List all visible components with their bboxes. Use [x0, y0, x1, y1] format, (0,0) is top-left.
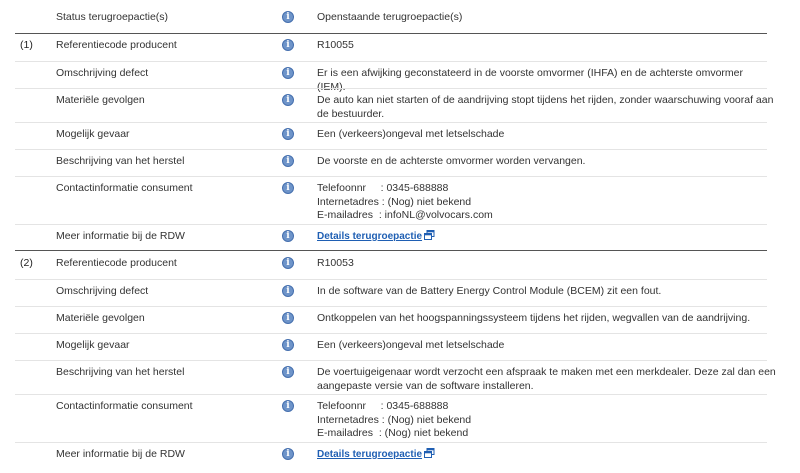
contact-phone: Telefoonnr : 0345-688888 — [317, 400, 449, 412]
defect-label: Omschrijving defect — [56, 285, 149, 297]
details-recall-link[interactable]: Details terugroepactie — [317, 449, 423, 460]
info-icon[interactable]: i — [282, 11, 294, 23]
row-divider — [15, 122, 767, 123]
repair-line: aangepaste versie van de software installeren. — [317, 379, 534, 392]
reference-label: Referentiecode producent — [56, 39, 177, 51]
info-icon[interactable]: i — [282, 257, 294, 269]
info-icon[interactable]: i — [282, 366, 294, 378]
recall-number: (2) — [20, 257, 33, 269]
section-divider — [15, 33, 767, 34]
info-icon[interactable]: i — [282, 285, 294, 297]
info-icon[interactable]: i — [282, 155, 294, 167]
material-line: de bestuurder. — [317, 107, 385, 120]
defect-value: In de software van de Battery Energy Control Module (BCEM) zit een fout. — [317, 285, 662, 297]
info-icon[interactable]: i — [282, 339, 294, 351]
repair-label: Beschrijving van het herstel — [56, 366, 185, 378]
material-label: Materiële gevolgen — [56, 312, 145, 324]
more-info-label: Meer informatie bij de RDW — [56, 230, 185, 242]
row-divider — [15, 176, 767, 177]
reference-label: Referentiecode producent — [56, 257, 177, 269]
repair-label: Beschrijving van het herstel — [56, 155, 185, 167]
material-line: De auto kan niet starten of de aandrijving stopt tijdens het rijden, zonder waarschuwing vooraf aan — [317, 94, 774, 106]
row-divider — [15, 88, 767, 89]
row-divider — [15, 306, 767, 307]
danger-value: Een (verkeers)ongeval met letselschade — [317, 128, 505, 140]
info-icon[interactable]: i — [282, 39, 294, 51]
info-icon[interactable]: i — [282, 128, 294, 140]
info-icon[interactable]: i — [282, 400, 294, 412]
info-icon[interactable]: i — [282, 448, 294, 460]
row-divider — [15, 394, 767, 395]
defect-value: Er is een afwijking geconstateerd in de voorste omvormer (IHFA) en de achterste omvormer (IEM). — [317, 67, 744, 93]
external-window-icon[interactable] — [424, 230, 435, 240]
status-label: Status terugroepactie(s) — [56, 11, 169, 23]
contact-phone: Telefoonnr : 0345-688888 — [317, 182, 449, 194]
contact-label: Contactinformatie consument — [56, 400, 193, 412]
repair-line: De voertuigeigenaar wordt verzocht een afspraak te maken met een merkdealer. Deze zal dan een — [317, 366, 776, 378]
info-icon[interactable]: i — [282, 94, 294, 106]
details-recall-link[interactable]: Details terugroepactie — [317, 231, 423, 242]
more-info-value — [317, 230, 767, 244]
reference-value: R10055 — [317, 39, 354, 51]
info-icon[interactable]: i — [282, 67, 294, 79]
info-icon[interactable]: i — [282, 182, 294, 194]
row-divider — [15, 279, 767, 280]
row-divider — [15, 333, 767, 334]
contact-value — [317, 182, 767, 223]
recall-number: (1) — [20, 39, 33, 51]
danger-value: Een (verkeers)ongeval met letselschade — [317, 339, 505, 351]
info-icon[interactable]: i — [282, 230, 294, 242]
contact-web: Internetadres : (Nog) niet bekend — [317, 195, 472, 208]
external-window-icon[interactable] — [424, 448, 435, 458]
status-value: Openstaande terugroepactie(s) — [317, 11, 463, 23]
info-icon[interactable]: i — [282, 312, 294, 324]
reference-value: R10053 — [317, 257, 354, 269]
row-divider — [15, 224, 767, 225]
contact-email: E-mailadres : (Nog) niet bekend — [317, 427, 469, 439]
material-value: Ontkoppelen van het hoogspanningssysteem tijdens het rijden, wegvallen van de aandrijving. — [317, 312, 751, 324]
row-divider — [15, 360, 767, 361]
defect-label: Omschrijving defect — [56, 67, 149, 79]
contact-email: E-mailadres : infoNL@volvocars.com — [317, 209, 493, 221]
more-info-value — [317, 448, 767, 462]
material-label: Materiële gevolgen — [56, 94, 145, 106]
section-divider — [15, 250, 767, 251]
row-divider — [15, 149, 767, 150]
repair-value: De voorste en de achterste omvormer worden vervangen. — [317, 155, 586, 167]
repair-value — [317, 366, 776, 393]
more-info-label: Meer informatie bij de RDW — [56, 448, 185, 460]
material-value — [317, 94, 774, 121]
contact-web: Internetadres : (Nog) niet bekend — [317, 413, 472, 426]
danger-label: Mogelijk gevaar — [56, 128, 130, 140]
contact-label: Contactinformatie consument — [56, 182, 193, 194]
danger-label: Mogelijk gevaar — [56, 339, 130, 351]
contact-value — [317, 400, 767, 441]
row-divider — [15, 442, 767, 443]
row-divider — [15, 61, 767, 62]
